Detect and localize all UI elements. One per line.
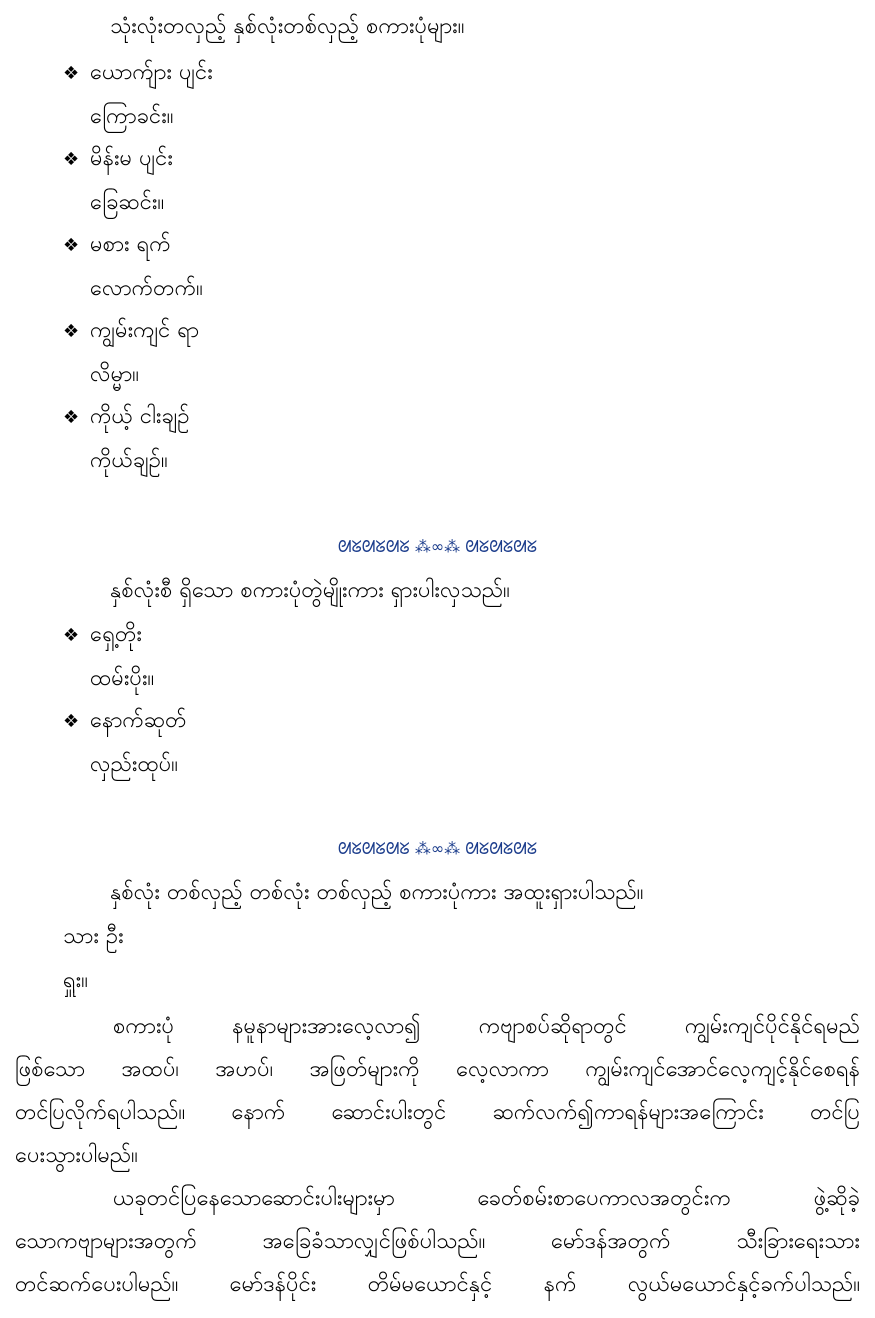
word: နက် <box>543 1272 577 1297</box>
proverb-second-half: လောက်တက်။ <box>90 276 203 301</box>
word: အထပ်၊ <box>121 1057 179 1082</box>
word: အခြေခံသာလျှင်ဖြစ်ပါသည်။ <box>262 1229 486 1254</box>
diamond-bullet-icon: ❖ <box>63 711 80 732</box>
proverb-first-half: နောက်ဆုတ် <box>90 708 187 733</box>
paragraph-line <box>15 1220 860 1263</box>
section3-intro: နှစ်လုံး တစ်လှည့် တစ်လုံး တစ်လှည့် စကားပုံကား အထူးရှားပါသည်။ <box>110 880 644 905</box>
word: မော်ဒန်အတွက် <box>551 1229 671 1254</box>
list-item <box>63 144 173 175</box>
diamond-bullet-icon: ❖ <box>63 63 80 84</box>
word: လွယ်မယောင်နှင့်ခက်ပါသည်။ <box>627 1272 860 1297</box>
diamond-bullet-icon: ❖ <box>63 625 80 646</box>
word: နမူနာများအားလေ့လာ၍ <box>232 1014 421 1039</box>
section1-intro: သုံးလုံးတလှည့် နှစ်လုံးတစ်လှည့် စကားပုံများ။ <box>110 14 465 39</box>
word: တိမ်မယောင်နှင့် <box>367 1272 493 1297</box>
diamond-bullet-icon: ❖ <box>63 235 80 256</box>
diamond-bullet-icon: ❖ <box>63 149 80 170</box>
proverb-second-half: ခြေဆင်း။ <box>90 190 165 215</box>
paragraph-line <box>15 1005 860 1048</box>
paragraph-line: ပေးသွားပါမည်။ <box>15 1143 138 1168</box>
paragraph-line <box>15 1048 860 1091</box>
proverb-second-half: လှည်းထုပ်။ <box>90 752 178 777</box>
paragraph-line <box>15 1177 860 1220</box>
word: စကားပုံ <box>113 1014 175 1039</box>
list-item <box>63 230 171 261</box>
word: ကျွမ်းကျင်ပိုင်နိုင်ရမည် <box>684 1014 860 1039</box>
proverb-first-half: ရှေ့တိုး <box>90 622 143 647</box>
list-item <box>63 620 142 651</box>
word: သောကဗျာများအတွက် <box>15 1229 197 1254</box>
diamond-bullet-icon: ❖ <box>63 321 80 342</box>
word: ဆောင်းပါးတွင် <box>331 1100 447 1125</box>
paragraph-line <box>15 1263 860 1306</box>
word: ခေတ်စမ်းစာပေကာလအတွင်းက <box>477 1186 731 1211</box>
word: ဆက်လက်၍ကာရန်များအကြောင်း <box>492 1100 764 1125</box>
list-item <box>63 316 199 347</box>
proverb-second-half: လိမ္မာ။ <box>90 362 139 387</box>
proverb-first-half: ကိုယ့် ငါးချဉ် <box>90 404 190 429</box>
proverb-first-half: ယောက်ျား ပျင်း <box>90 60 213 85</box>
word: ယခုတင်ပြနေသောဆောင်းပါးများမှာ <box>113 1186 395 1211</box>
word: တင်ဆက်ပေးပါမည်။ <box>15 1272 179 1297</box>
word: ကျွမ်းကျင်အောင်လေ့ကျင့်နိုင်စေရန် <box>585 1057 860 1082</box>
list-item <box>63 58 213 89</box>
word: အဟပ်၊ <box>215 1057 274 1082</box>
body-paragraph <box>15 1177 860 1306</box>
ornament-divider: ᘛᘜᘛᘜᘛᘜ ⁂∞⁂ ᘛᘜᘛᘜᘛᘜ <box>337 537 538 556</box>
paragraph-line <box>15 1091 860 1134</box>
diamond-bullet-icon: ❖ <box>63 407 80 428</box>
word: ကဗျာစပ်ဆိုရာတွင် <box>478 1014 627 1039</box>
word: ဖွဲ့ဆိုခဲ့ <box>813 1186 860 1211</box>
word: တင်ပြလိုက်ရပါသည်။ <box>15 1100 186 1125</box>
proverb-first-half: မစား ရက် <box>90 232 171 257</box>
proverb-line: ရှူး။ <box>63 968 88 993</box>
proverb-second-half: ကိုယ်ချဉ်။ <box>90 448 168 473</box>
word: တင်ပြ <box>810 1100 860 1125</box>
word: သီးခြားရေးသား <box>736 1229 860 1254</box>
proverb-first-half: မိန်းမ ပျင်း <box>90 146 173 171</box>
word: နောက် <box>231 1100 286 1125</box>
word: မော်ဒန်ပိုင်း <box>229 1272 317 1297</box>
body-paragraph <box>15 1005 860 1177</box>
list-item <box>63 706 187 737</box>
proverb-second-half: ထမ်းပိုး။ <box>90 666 155 691</box>
word: အဖြတ်များကို <box>309 1057 420 1082</box>
proverb-first-half: ကျွမ်းကျင် ရာ <box>90 318 200 343</box>
word: လေ့လာကာ <box>456 1057 549 1082</box>
word: ဖြစ်သော <box>15 1057 86 1082</box>
list-item <box>63 402 190 433</box>
proverb-second-half: ကြောခင်း။ <box>90 104 174 129</box>
ornament-divider: ᘛᘜᘛᘜᘛᘜ ⁂∞⁂ ᘛᘜᘛᘜᘛᘜ <box>337 839 538 858</box>
section2-intro: နှစ်လုံးစီ ရှိသော စကားပုံတွဲမျိုးကား ရှားပါးလှသည်။ <box>110 578 510 603</box>
proverb-line: သား ဦး <box>63 924 124 949</box>
